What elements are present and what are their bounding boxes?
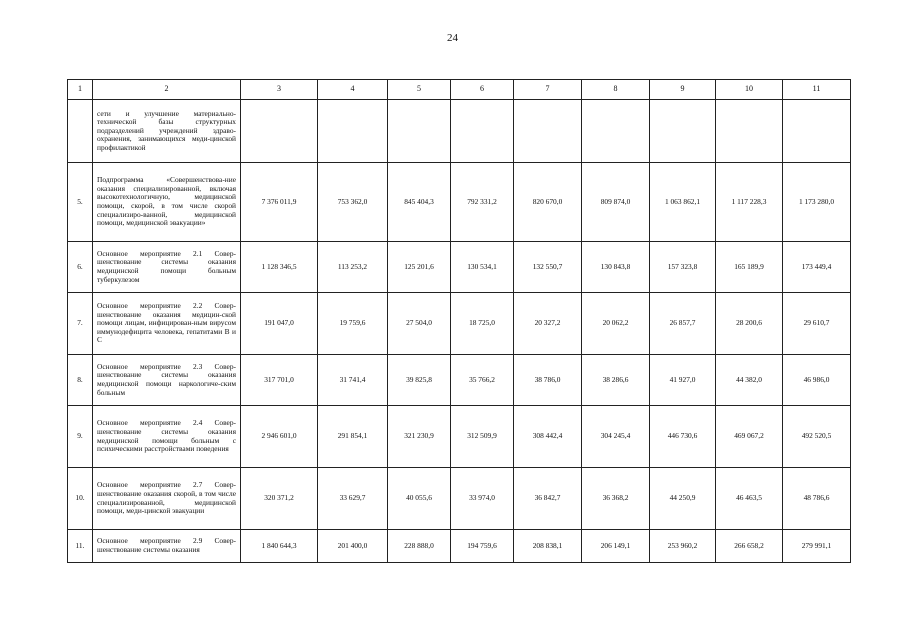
funding-value: 29 610,7 — [783, 293, 851, 355]
table-row — [68, 530, 851, 563]
row-number: 7. — [68, 293, 93, 355]
funding-value: 7 376 011,9 — [241, 163, 318, 242]
column-header: 6 — [451, 80, 514, 100]
funding-value: 446 730,6 — [650, 406, 716, 468]
funding-value — [318, 100, 388, 163]
activity-name: Основное мероприятие 2.9 Совер-шенствование системы оказания — [93, 530, 241, 563]
funding-value: 46 463,5 — [716, 468, 783, 530]
table-row — [68, 355, 851, 406]
row-number — [68, 100, 93, 163]
column-header: 4 — [318, 80, 388, 100]
column-header: 11 — [783, 80, 851, 100]
funding-value: 165 189,9 — [716, 242, 783, 293]
column-header: 5 — [388, 80, 451, 100]
funding-value: 208 838,1 — [514, 530, 582, 563]
budget-table — [67, 79, 851, 563]
column-header: 2 — [93, 80, 241, 100]
funding-value — [241, 100, 318, 163]
funding-value: 33 629,7 — [318, 468, 388, 530]
activity-name: Основное мероприятие 2.4 Совер-шенствование системы оказания медицинской помощи больным с психическими расстройствами поведения — [93, 406, 241, 468]
activity-name: Подпрограмма «Совершенствова-ние оказания специализированной, включая высокотехнологичную, медицинской помощи, скорой, в том числе скорой специализиро-ванной, медицинской помощи, медицинской эвакуации» — [93, 163, 241, 242]
funding-value: 266 658,2 — [716, 530, 783, 563]
funding-value: 320 371,2 — [241, 468, 318, 530]
funding-value: 36 368,2 — [582, 468, 650, 530]
funding-value: 19 759,6 — [318, 293, 388, 355]
funding-value: 125 201,6 — [388, 242, 451, 293]
table-header-row — [68, 80, 851, 100]
column-header: 9 — [650, 80, 716, 100]
funding-value: 38 786,0 — [514, 355, 582, 406]
funding-value: 1 840 644,3 — [241, 530, 318, 563]
funding-value: 132 550,7 — [514, 242, 582, 293]
row-number: 11. — [68, 530, 93, 563]
activity-name: Основное мероприятие 2.3 Совер-шенствование системы оказания медицинской помощи наркологиче-ским больным — [93, 355, 241, 406]
row-number: 9. — [68, 406, 93, 468]
funding-value: 1 128 346,5 — [241, 242, 318, 293]
funding-value: 317 701,0 — [241, 355, 318, 406]
funding-value: 279 991,1 — [783, 530, 851, 563]
funding-value: 228 888,0 — [388, 530, 451, 563]
row-number: 5. — [68, 163, 93, 242]
funding-value: 206 149,1 — [582, 530, 650, 563]
column-header: 1 — [68, 80, 93, 100]
funding-value: 1 063 862,1 — [650, 163, 716, 242]
row-number: 10. — [68, 468, 93, 530]
table-row — [68, 242, 851, 293]
table-row — [68, 406, 851, 468]
funding-value: 18 725,0 — [451, 293, 514, 355]
page-number: 24 — [447, 32, 458, 44]
funding-value: 304 245,4 — [582, 406, 650, 468]
activity-name: Основное мероприятие 2.2 Совер-шенствование оказания медицин-ской помощи лицам, инфицирован-ным вирусом иммунодефицита человека, гепатитами В и С — [93, 293, 241, 355]
funding-value: 291 854,1 — [318, 406, 388, 468]
funding-value: 113 253,2 — [318, 242, 388, 293]
funding-value: 36 842,7 — [514, 468, 582, 530]
funding-value: 46 986,0 — [783, 355, 851, 406]
funding-value: 26 857,7 — [650, 293, 716, 355]
funding-value: 173 449,4 — [783, 242, 851, 293]
funding-value: 191 047,0 — [241, 293, 318, 355]
funding-value: 20 327,2 — [514, 293, 582, 355]
funding-value: 130 843,8 — [582, 242, 650, 293]
funding-value: 321 230,9 — [388, 406, 451, 468]
funding-value: 820 670,0 — [514, 163, 582, 242]
activity-name: Основное мероприятие 2.1 Совер-шенствование системы оказания медицинской помощи больным туберкулезом — [93, 242, 241, 293]
funding-value: 35 766,2 — [451, 355, 514, 406]
funding-value — [514, 100, 582, 163]
funding-value: 40 055,6 — [388, 468, 451, 530]
table-row — [68, 163, 851, 242]
funding-value: 44 382,0 — [716, 355, 783, 406]
funding-value — [451, 100, 514, 163]
funding-value: 469 067,2 — [716, 406, 783, 468]
funding-value: 130 534,1 — [451, 242, 514, 293]
funding-value: 753 362,0 — [318, 163, 388, 242]
table-row — [68, 468, 851, 530]
funding-value: 33 974,0 — [451, 468, 514, 530]
funding-value — [650, 100, 716, 163]
table-row — [68, 100, 851, 163]
funding-value: 194 759,6 — [451, 530, 514, 563]
funding-value — [388, 100, 451, 163]
funding-value: 44 250,9 — [650, 468, 716, 530]
funding-value — [582, 100, 650, 163]
column-header: 3 — [241, 80, 318, 100]
funding-value: 38 286,6 — [582, 355, 650, 406]
column-header: 8 — [582, 80, 650, 100]
funding-value — [716, 100, 783, 163]
funding-value: 41 927,0 — [650, 355, 716, 406]
column-header: 7 — [514, 80, 582, 100]
funding-value: 492 520,5 — [783, 406, 851, 468]
funding-value: 308 442,4 — [514, 406, 582, 468]
funding-value: 792 331,2 — [451, 163, 514, 242]
funding-value: 20 062,2 — [582, 293, 650, 355]
funding-value: 1 117 228,3 — [716, 163, 783, 242]
column-header: 10 — [716, 80, 783, 100]
funding-value: 27 504,0 — [388, 293, 451, 355]
row-number: 8. — [68, 355, 93, 406]
funding-value: 48 786,6 — [783, 468, 851, 530]
funding-value: 39 825,8 — [388, 355, 451, 406]
funding-value — [783, 100, 851, 163]
funding-value: 312 509,9 — [451, 406, 514, 468]
row-number: 6. — [68, 242, 93, 293]
funding-value: 2 946 601,0 — [241, 406, 318, 468]
activity-name: Основное мероприятие 2.7 Совер-шенствование оказания скорой, в том числе специализированной, медицинской помощи, меди-цинской эвакуации — [93, 468, 241, 530]
funding-value: 157 323,8 — [650, 242, 716, 293]
funding-value: 845 404,3 — [388, 163, 451, 242]
funding-value: 809 874,0 — [582, 163, 650, 242]
funding-value: 253 960,2 — [650, 530, 716, 563]
funding-value: 1 173 280,0 — [783, 163, 851, 242]
funding-value: 28 200,6 — [716, 293, 783, 355]
activity-name: сети и улучшение материально-технической базы структурных подразделений учреждений здраво-охранения, занимающихся меди-цинской профилактикой — [93, 100, 241, 163]
funding-value: 31 741,4 — [318, 355, 388, 406]
table-row — [68, 293, 851, 355]
funding-value: 201 400,0 — [318, 530, 388, 563]
